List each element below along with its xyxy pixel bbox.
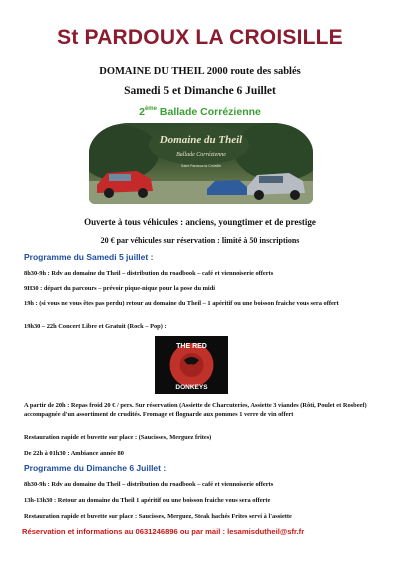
edition-suffix: ème <box>144 106 157 112</box>
banner-illustration <box>89 123 313 204</box>
band-logo <box>155 336 228 394</box>
red-donkeys-logo-icon <box>155 336 228 394</box>
venue-name: DOMAINE DU THEIL <box>99 66 205 77</box>
event-title: St PARDOUX LA CROISILLE <box>57 26 343 49</box>
banner-title: Domaine du Theil <box>159 134 243 146</box>
edition-number: 2 <box>139 106 145 118</box>
edition-name: Ballade Corrézienne <box>159 106 261 118</box>
event-dates: Samedi 5 et Dimanche 6 Juillet <box>124 85 276 97</box>
contact-line: Réservation et informations au 0631246896 ou par mail : lesamisdutheil@sfr.fr <box>22 527 305 536</box>
banner-caption: Saint Pardoux la Croisille <box>180 164 222 168</box>
saturday-item: 8h30-9h : Rdv au domaine du Theil – distribution du roadbook – café et viennoiserie offerts <box>24 270 274 277</box>
saturday-item: 19h30 – 22h Concert Libre et Gratuit (Rock – Pop) : <box>24 323 167 330</box>
fee-text: 20 € par véhicules sur réservation : limité à 50 inscriptions <box>100 236 300 245</box>
open-to-text: Ouverte à tous véhicules : anciens, youngtimer et de prestige <box>84 217 316 227</box>
sunday-item: 8h30-9h : Rdv au domaine du Theil – distribution du roadbook – café et viennoiserie offerts <box>24 481 274 488</box>
sunday-heading: Programme du Dimanche 6 Juillet : <box>24 463 167 473</box>
saturday-item: 19h : (si vous ne vous êtes pas perdu) retour au domaine du Theil – 1 apéritif ou une boisson fraiche vous sera offert <box>24 300 339 307</box>
saturday-heading: Programme du Samedi 5 juillet : <box>24 252 154 262</box>
sunday-item: 13h-13h30 : Retour au domaine du Theil 1 apéritif ou une boisson fraiche vous sera offerte <box>24 497 271 504</box>
event-banner-image <box>89 123 313 204</box>
sunday-item: Restauration rapide et buvette sur place : Saucisses, Merguez, Steak hachés Frites servi à l'assiette <box>24 513 292 520</box>
saturday-item: 9H30 : départ du parcours – prévoir pique-nique pour la pose du midi <box>24 285 216 292</box>
edition-line <box>0 106 400 118</box>
saturday-item: A partir de 20h : Repas froid 20 € / pers. Sur réservation (Assiette de Charcuteries, Assiette 3 viandes (Rôti, Poulet et Rosbeef) accompagnée d'un assortiment de crudités. Fromage et flognarde aux pommes 1 verre de vin offert <box>24 402 367 418</box>
saturday-item: De 22h à 01h30 : Ambiance année 80 <box>24 450 124 457</box>
band-top-text: THE RED <box>176 343 207 350</box>
venue-address: 2000 route des sablés <box>206 66 301 77</box>
banner-subtitle: Ballade Corrézienne <box>176 152 226 158</box>
venue-line <box>0 66 400 77</box>
band-bottom-text: DONKEYS <box>175 384 208 391</box>
saturday-item: Restauration rapide et buvette sur place : (Saucisses, Merguez frites) <box>24 434 212 441</box>
